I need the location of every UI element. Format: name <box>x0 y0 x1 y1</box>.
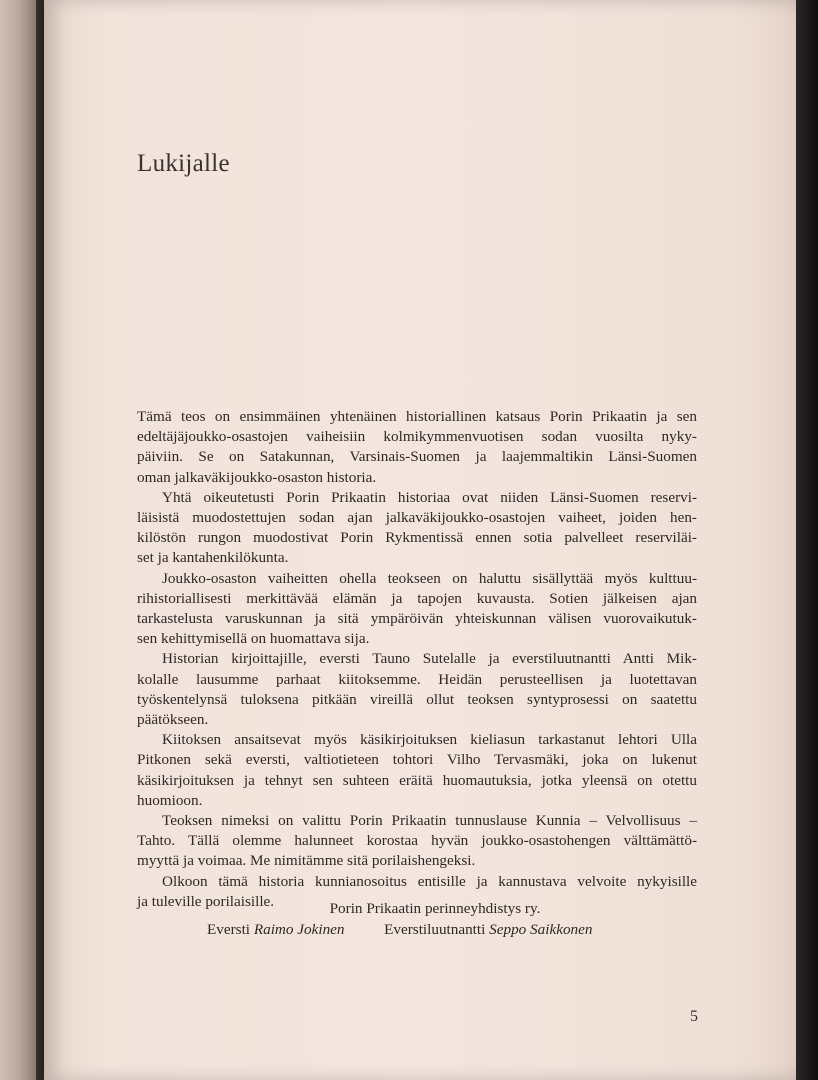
text-line: kolalle lausumme parhaat kiitoksemme. Heidän perusteellisen ja luotettavan <box>137 670 697 688</box>
text-line: ja tuleville porilaisille. <box>137 892 275 910</box>
text-line: Tahto. Tällä olemme halunneet korostaa hyvän joukko-osastohengen välttämättö- <box>137 832 697 850</box>
text-line: läisistä muodostettujen sodan ajan jalkaväkijoukko-osastojen vaiheet, joiden hen- <box>137 509 697 527</box>
paragraph <box>137 569 697 650</box>
text-line: Tämä teos on ensimmäinen yhtenäinen historiallinen katsaus Porin Prikaatin ja sen <box>137 408 697 425</box>
signer1-rank: Eversti <box>207 920 251 938</box>
signature-block <box>137 899 697 940</box>
text-line: päiviin. Se on Satakunnan, Varsinais-Suomen ja laajemmaltikin Länsi-Suomen <box>137 448 697 466</box>
signer1-name: Raimo Jokinen <box>253 920 345 938</box>
text-line: Pitkonen sekä eversti, valtiotieteen tohtori Vilho Tervasmäki, joka on lukenut <box>137 751 697 769</box>
page-title: Lukijalle <box>137 150 230 177</box>
paragraph <box>137 649 697 730</box>
page-number: 5 <box>690 1008 698 1025</box>
text-line: tarkastelusta varuskunnan ja sitä ympäröivän yhteiskunnan välisen vuorovaikutuk- <box>137 610 697 628</box>
text-line: kilöstön rungon muodostivat Porin Rykmentissä ennen sotia palvelleet reserviläi- <box>137 529 697 547</box>
paragraph <box>137 730 697 811</box>
text-line: set ja kantahenkilökunta. <box>137 549 289 567</box>
text-line: sen kehittymisellä on huomattava sija. <box>137 630 370 648</box>
body-text <box>137 407 697 912</box>
paragraph <box>137 488 697 569</box>
text-line: edeltäjäjoukko-osastojen vaiheisiin kolmikymmenvuotisen sodan vuosilta nyky- <box>137 428 697 446</box>
text-line: Historian kirjoittajille, eversti Tauno Sutelalle ja everstiluutnantti Antti Mik- <box>162 650 697 668</box>
paragraph <box>137 407 697 488</box>
text-line: rihistoriallisesti merkittävää elämän ja tapojen kuvausta. Sotien jälkeisen ajan <box>137 589 697 607</box>
text-line: Yhtä oikeutetusti Porin Prikaatin historiaa ovat niiden Länsi-Suomen reservi- <box>162 488 697 506</box>
text-line: oman jalkaväkijoukko-osaston historia. <box>137 468 377 486</box>
text-line: Teoksen nimeksi on valittu Porin Prikaatin tunnuslause Kunnia – Velvollisuus – <box>162 812 697 830</box>
signature-organization: Porin Prikaatin perinneyhdistys ry. <box>329 900 541 917</box>
text-line: Olkoon tämä historia kunnianosoitus entisille ja kannustava velvoite nykyisille <box>162 872 697 890</box>
text-line: Joukko-osaston vaiheitten ohella teokseen on haluttu sisällyttää myös kulttuu- <box>162 569 697 587</box>
text-line: käsikirjoituksen ja tehnyt sen suhteen eräitä huomautuksia, jotka yleensä on otettu <box>137 771 697 789</box>
signature-names <box>137 920 697 941</box>
text-line: Kiitoksen ansaitsevat myös käsikirjoituksen kieliasun tarkastanut lehtori Ulla <box>162 731 697 749</box>
paragraph <box>137 811 697 872</box>
text-line: työskentelynsä tuloksena pitkään vireillä ollut teoksen syntyprosessi on saatettu <box>137 690 697 708</box>
text-line: päätökseen. <box>137 711 209 729</box>
text-line: huomioon. <box>137 791 203 809</box>
text-line: myyttä ja voimaa. Me nimitämme sitä porilaishengeksi. <box>137 852 476 870</box>
signer2-rank: Everstiluutnantti <box>384 920 486 938</box>
background-edge <box>796 0 818 1080</box>
signer2-name: Seppo Saikkonen <box>489 920 593 938</box>
